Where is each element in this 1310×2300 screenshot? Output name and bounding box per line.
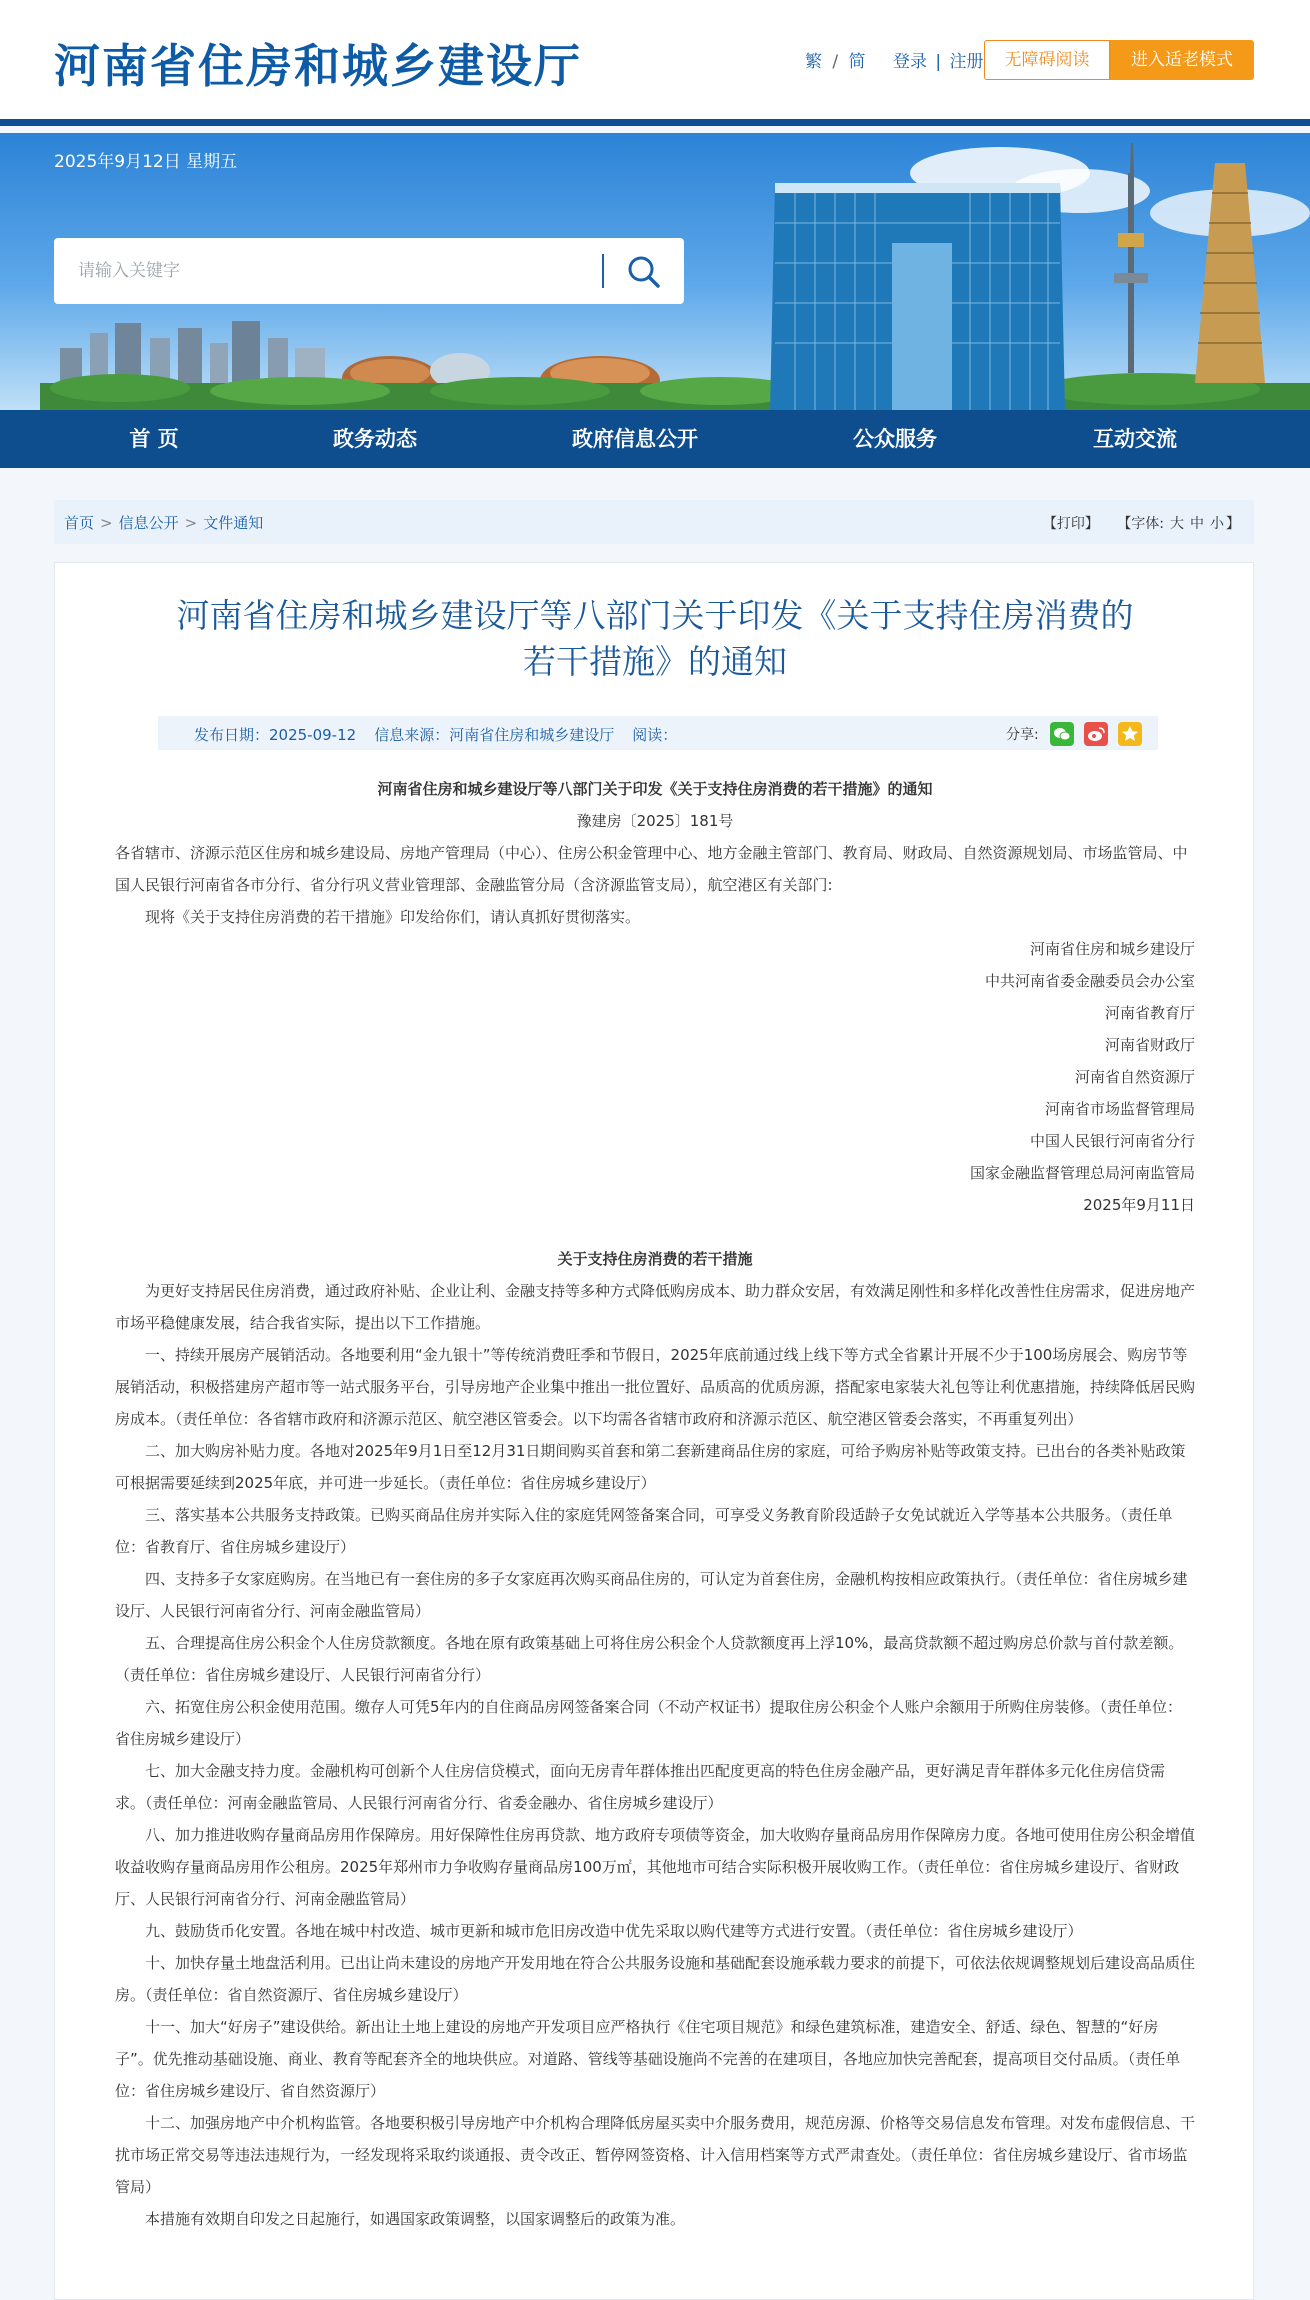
article-title-line: 河南省住房和城乡建设厅等八部门关于印发《关于支持住房消费的 [176, 596, 1134, 635]
breadcrumb-home[interactable]: 首页 [64, 514, 95, 532]
measure-item: 三、落实基本公共服务支持政策。已购买商品住房并实际入住的家庭凭网签备案合同，可享受义务教育阶段适龄子女免试就近入学等基本公共服务。（责任单位：省教育厅、省住房城乡建设厅） [115, 1506, 1173, 1556]
measure-item: 四、支持多子女家庭购房。在当地已有一套住房的多子女家庭再次购买商品住房的，可认定为首套住房，金融机构按相应政策执行。（责任单位：省住房城乡建设厅、人民银行河南省分行、河南金融监管局） [115, 1570, 1188, 1620]
measures-title: 关于支持住房消费的若干措施 [557, 1250, 753, 1268]
signatory: 河南省市场监督管理局 [1044, 1100, 1195, 1118]
search-box [54, 238, 684, 304]
signatory: 国家金融监督管理总局河南监管局 [969, 1164, 1195, 1182]
wechat-share-button[interactable] [1050, 722, 1074, 746]
signatory: 河南省教育厅 [1104, 1004, 1195, 1022]
measure-item: 九、鼓励货币化安置。各地在城中村改造、城市更新和城市危旧房改造中优先采取以购代建等方式进行安置。（责任单位：省住房城乡建设厅） [145, 1922, 1083, 1940]
search-divider [602, 254, 604, 288]
article-meta [158, 716, 1158, 750]
font-medium-button[interactable]: 中 [1190, 516, 1204, 532]
doc-number: 豫建房〔2025〕181号 [576, 812, 734, 830]
spacer [115, 1221, 1195, 1243]
register-link[interactable]: 注册 [949, 52, 984, 72]
nav-home[interactable]: 首 页 [129, 427, 179, 451]
measure-item: 二、加大购房补贴力度。各地对2025年9月1日至12月31日期间购买首套和第二套新建商品住房的家庭，可给予购房补贴等政策支持。已出台的各类补贴政策可根据需要延续到2025年底，并可进一步延长。（责任单位：省住房城乡建设厅） [115, 1442, 1186, 1492]
doc-title: 河南省住房和城乡建设厅等八部门关于印发《关于支持住房消费的若干措施》的通知 [377, 780, 933, 798]
share-label: 分享: [1006, 727, 1039, 743]
nav-info-disclosure[interactable]: 政府信息公开 [572, 427, 698, 451]
nav-interaction[interactable]: 互动交流 [1093, 427, 1177, 451]
accessible-reading-button[interactable]: 无障碍阅读 [984, 40, 1110, 80]
print-button[interactable]: 【打印】 [1042, 516, 1099, 532]
top-header [0, 0, 1310, 126]
measure-item: 七、加大金融支持力度。金融机构可创新个人住房信贷模式，面向无房青年群体推出匹配度更高的特色住房金融产品，更好满足青年群体多元化住房信贷需求。（责任单位：河南金融监管局、人民银行河南省分行、省委金融办、省住房城乡建设厅） [115, 1762, 1166, 1812]
measure-item: 一、持续开展房产展销活动。各地要利用“金九银十”等传统消费旺季和节假日，2025年底前通过线上线下等方式全省累计开展不少于100场房展会、购房节等展销活动，积极搭建房产超市等一站式服务平台，引导房地产企业集中推出一批位置好、品质高的优质房源，搭配家电家装大礼包等让利优惠措施，持续降低居民购房成本。（责任单位：各省辖市政府和济源示范区、航空港区管委会。以下均需各省辖市政府和济源示范区、航空港区管委会落实，不再重复列出） [115, 1346, 1196, 1428]
breadcrumb-separator: > [184, 514, 198, 532]
breadcrumb-info-disclosure[interactable]: 信息公开 [118, 514, 179, 532]
signatory: 中共河南省委金融委员会办公室 [984, 972, 1195, 990]
favorite-button[interactable] [1118, 722, 1142, 746]
measure-item: 六、拓宽住房公积金使用范围。缴存人可凭5年内的自住商品房网签备案合同（不动产权证书）提取住房公积金个人账户余额用于所购住房装修。（责任单位：省住房城乡建设厅） [115, 1698, 1183, 1748]
read-count: 阅读： [632, 726, 678, 744]
signatory: 河南省财政厅 [1104, 1036, 1195, 1054]
top-links [805, 47, 984, 72]
measure-item: 五、合理提高住房公积金个人住房贷款额度。各地在原有政策基础上可将住房公积金个人贷款额度再上浮10%，最高贷款额不超过购房总价款与首付款差额。（责任单位：省住房城乡建设厅、人民银行河南省分行） [115, 1634, 1184, 1684]
article-title-line: 若干措施》的通知 [523, 642, 787, 681]
article-title [95, 593, 1215, 685]
closing-note: 本措施有效期自印发之日起施行，如遇国家政策调整，以国家调整后的政策为准。 [145, 2210, 686, 2228]
banner [0, 133, 1310, 410]
star-icon [1118, 722, 1142, 746]
page-tools [1037, 513, 1240, 533]
meta-info [194, 724, 695, 745]
auth-separator: | [935, 52, 942, 72]
breadcrumb-separator: > [100, 514, 113, 532]
signatory: 河南省自然资源厅 [1074, 1068, 1195, 1086]
current-date: 2025年9月12日 星期五 [54, 152, 238, 172]
breadcrumb-bar [54, 500, 1254, 544]
measures-intro: 为更好支持居民住房消费，通过政府补贴、企业让利、金融支持等多种方式降低购房成本、助力群众安居，有效满足刚性和多样化改善性住房需求，促进房地产市场平稳健康发展，结合我省实际，提出以下工作措施。 [115, 1282, 1196, 1332]
publish-date: 发布日期：2025-09-12 [194, 726, 357, 744]
font-size-label: 【字体: [1117, 516, 1164, 532]
search-icon [622, 250, 666, 292]
nav-government-news[interactable]: 政务动态 [333, 427, 417, 451]
doc-intro: 现将《关于支持住房消费的若干措施》印发给你们，请认真抓好贯彻落实。 [145, 908, 641, 926]
lang-traditional-link[interactable]: 繁 [805, 52, 822, 72]
doc-recipients: 各省辖市、济源示范区住房和城乡建设局、房地产管理局（中心）、住房公积金管理中心、地方金融主管部门、教育局、财政局、自然资源规划局、市场监管局、中国人民银行河南省各市分行、省分行巩义营业管理部、金融监管分局（含济源监管支局），航空港区有关部门: [115, 844, 1188, 894]
elder-mode-button[interactable]: 进入适老模式 [1110, 40, 1254, 80]
signatory: 河南省住房和城乡建设厅 [1029, 940, 1195, 958]
wechat-icon [1050, 722, 1074, 746]
font-size-close: 】 [1226, 516, 1240, 532]
main-nav [0, 410, 1310, 468]
search-input[interactable] [78, 256, 618, 286]
lang-separator: / [832, 52, 839, 72]
search-button[interactable] [622, 250, 666, 292]
weibo-share-button[interactable] [1084, 722, 1108, 746]
sign-date: 2025年9月11日 [1083, 1196, 1195, 1214]
font-large-button[interactable]: 大 [1170, 516, 1184, 532]
breadcrumb-file-notice[interactable]: 文件通知 [203, 514, 264, 532]
measure-item: 十、加快存量土地盘活利用。已出让尚未建设的房地产开发用地在符合公共服务设施和基础配套设施承载力要求的前提下，可依法依规调整规划后建设高品质住房。（责任单位：省自然资源厅、省住房城乡建设厅） [115, 1954, 1196, 2004]
breadcrumb [64, 512, 263, 533]
measure-item: 八、加力推进收购存量商品房用作保障房。用好保障性住房再贷款、地方政府专项债等资金，加大收购存量商品房用作保障房力度。各地可使用住房公积金增值收益收购存量商品房用作公租房。2025年郑州市力争收购存量商品房100万㎡，其他地市可结合实际积极开展收购工作。（责任单位：省住房城乡建设厅、省财政厅、人民银行河南省分行、河南金融监管局） [115, 1826, 1196, 1908]
font-small-button[interactable]: 小 [1210, 516, 1224, 532]
signatory: 中国人民银行河南省分行 [1029, 1132, 1195, 1150]
login-link[interactable]: 登录 [892, 52, 927, 72]
nav-public-service[interactable]: 公众服务 [853, 427, 937, 451]
measure-item: 十二、加强房地产中介机构监管。各地要积极引导房地产中介机构合理降低房屋买卖中介服务费用，规范房源、价格等交易信息发布管理。对发布虚假信息、干扰市场正常交易等违法违规行为，一经发现将采取约谈通报、责令改正、暂停网签资格、计入信用档案等方式严肃查处。（责任单位：省住房城乡建设厅、省市场监管局） [115, 2114, 1196, 2196]
document-body [115, 773, 1195, 2235]
lang-simplified-link[interactable]: 简 [848, 52, 866, 72]
weibo-icon [1084, 722, 1108, 746]
info-source: 信息来源：河南省住房和城乡建设厅 [374, 726, 615, 744]
measure-item: 十一、加大“好房子”建设供给。新出让土地上建设的房地产开发项目应严格执行《住宅项目规范》和绿色建筑标准，建造安全、舒适、绿色、智慧的“好房子”。优先推动基础设施、商业、教育等配套齐全的地块供应。对道路、管线等基础设施尚不完善的在建项目，各地应加快完善配套，提高项目交付品质。（责任单位：省住房城乡建设厅、省自然资源厅） [115, 2018, 1181, 2100]
article-content [54, 562, 1254, 2300]
site-title[interactable]: 河南省住房和城乡建设厅 [54, 39, 582, 93]
